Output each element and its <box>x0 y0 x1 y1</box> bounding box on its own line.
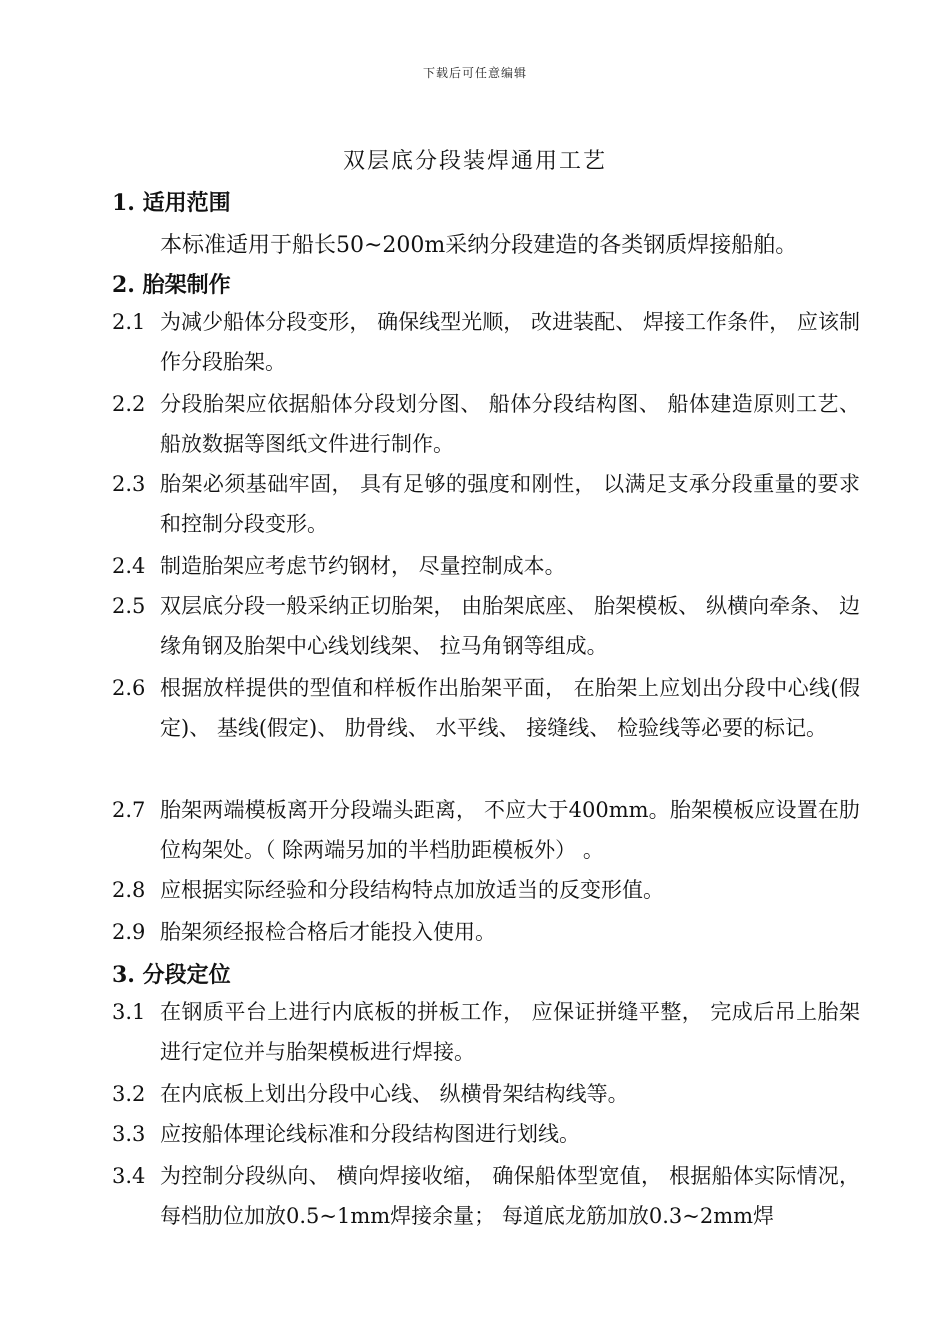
clause-number: 2.4 <box>112 554 146 578</box>
clause-number: 2.8 <box>112 878 146 902</box>
clause-text: 在内底板上划出分段中心线、 纵横骨架结构线等。 <box>160 1082 629 1106</box>
clause-2-3 <box>112 464 860 544</box>
clause-2-2 <box>112 384 860 464</box>
clause-2-6 <box>112 668 860 748</box>
section-1-body: 本标准适用于船长50~200m采纳分段建造的各类钢质焊接船舶。 <box>160 233 798 258</box>
clause-text: 双层底分段一般采纳正切胎架， 由胎架底座、 胎架模板、 纵横向牵条、 边缘角钢及胎架中心线划线架、 拉马角钢等组成。 <box>160 594 860 658</box>
clause-number: 2.6 <box>112 676 146 700</box>
clause-number: 3.4 <box>112 1164 146 1188</box>
clause-number: 3.1 <box>112 1000 146 1024</box>
clause-3-2 <box>112 1074 860 1114</box>
clause-number: 3.2 <box>112 1082 146 1106</box>
clause-2-5 <box>112 586 860 666</box>
clause-text: 在钢质平台上进行内底板的拼板工作， 应保证拼缝平整， 完成后吊上胎架进行定位并与胎架模板进行焊接。 <box>160 1000 860 1064</box>
clause-text: 胎架须经报检合格后才能投入使用。 <box>160 920 496 944</box>
clause-number: 2.5 <box>112 594 146 618</box>
clause-text: 分段胎架应依据船体分段划分图、 船体分段结构图、 船体建造原则工艺、 船放数据等图纸文件进行制作。 <box>160 392 860 456</box>
clause-number: 2.1 <box>112 310 146 334</box>
clause-2-1 <box>112 302 860 382</box>
clause-number: 2.3 <box>112 472 146 496</box>
clause-number: 2.7 <box>112 798 146 822</box>
clause-text: 应根据实际经验和分段结构特点加放适当的反变形值。 <box>160 878 664 902</box>
section-heading-3: 3. 分段定位 <box>112 962 231 988</box>
document-title: 双层底分段装焊通用工艺 <box>342 149 607 174</box>
clause-2-8 <box>112 870 860 910</box>
clause-2-7 <box>112 790 860 870</box>
clause-2-4 <box>112 546 860 586</box>
clause-3-3 <box>112 1114 860 1154</box>
clause-number: 3.3 <box>112 1122 146 1146</box>
clause-text: 胎架两端模板离开分段端头距离， 不应大于400mm。胎架模板应设置在肋位构架处。（ 除两端另加的半档肋距模板外） 。 <box>160 798 860 862</box>
clause-text: 为控制分段纵向、 横向焊接收缩， 确保船体型宽值， 根据船体实际情况， 每档肋位加放0.5~1mm焊接余量； 每道底龙筋加放0.3~2mm焊 <box>160 1164 860 1228</box>
clause-number: 2.9 <box>112 920 146 944</box>
clause-text: 胎架必须基础牢固， 具有足够的强度和刚性， 以满足支承分段重量的要求和控制分段变形。 <box>160 472 860 536</box>
page-header: 下载后可任意编辑 <box>422 66 527 80</box>
clause-2-9 <box>112 912 860 952</box>
clause-3-4 <box>112 1156 860 1236</box>
section-heading-1: 1. 适用范围 <box>112 190 231 216</box>
clause-text: 为减少船体分段变形， 确保线型光顺， 改进装配、 焊接工作条件， 应该制作分段胎架。 <box>160 310 860 374</box>
clause-3-1 <box>112 992 860 1072</box>
section-heading-2: 2. 胎架制作 <box>112 272 231 298</box>
clause-text: 制造胎架应考虑节约钢材， 尽量控制成本。 <box>160 554 566 578</box>
clause-text: 根据放样提供的型值和样板作出胎架平面， 在胎架上应划出分段中心线(假定)、 基线(假定)、 肋骨线、 水平线、 接缝线、 检验线等必要的标记。 <box>160 676 860 740</box>
clause-text: 应按船体理论线标准和分段结构图进行划线。 <box>160 1122 580 1146</box>
clause-number: 2.2 <box>112 392 146 416</box>
